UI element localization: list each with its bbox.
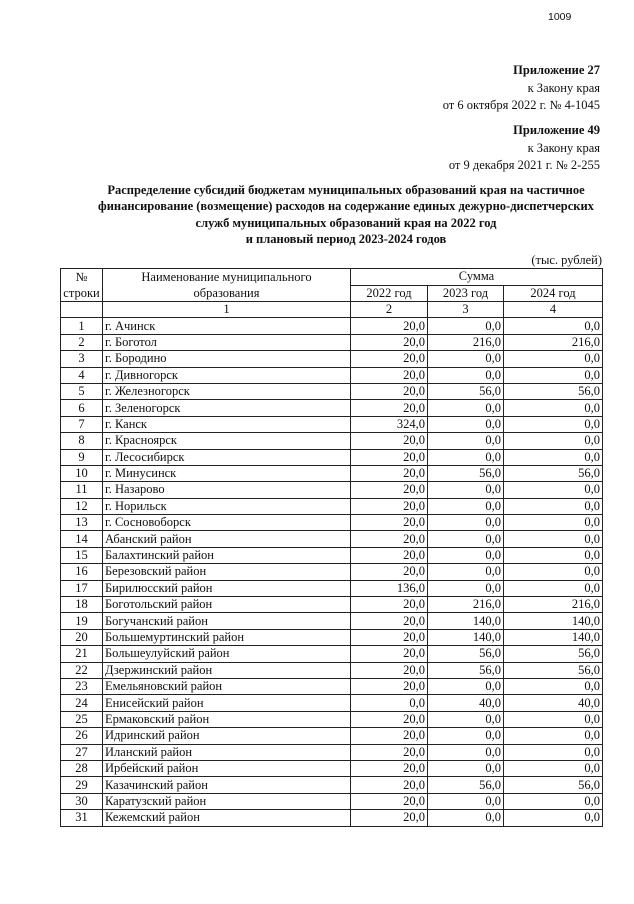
table-row [61,400,603,416]
amount-2024: 216,0 [504,597,603,613]
appendix-line: от 9 декабря 2021 г. № 2-255 [448,158,600,172]
amount-2023: 0,0 [428,711,504,727]
table-row [61,580,603,596]
amount-2022: 20,0 [351,482,428,498]
amount-2022: 20,0 [351,449,428,465]
amount-2023: 0,0 [428,400,504,416]
municipality-name: г. Лесосибирск [103,449,351,465]
row-number: 17 [61,580,103,596]
amount-2024: 140,0 [504,629,603,645]
title-line: Распределение субсидий бюджетам муниципальных образований края на частичное [107,183,585,197]
table-row [61,383,603,399]
amount-2024: 56,0 [504,383,603,399]
amount-2024: 56,0 [504,777,603,793]
amount-2023: 0,0 [428,515,504,531]
col-number: 4 [504,302,603,318]
amount-2023: 0,0 [428,482,504,498]
amount-2023: 56,0 [428,465,504,481]
amount-2022: 20,0 [351,531,428,547]
table-row [61,416,603,432]
row-number: 16 [61,564,103,580]
row-number: 22 [61,662,103,678]
table-row [61,498,603,514]
appendix-27 [443,62,600,115]
municipality-name: Абанский район [103,531,351,547]
municipality-name: г. Сосновоборск [103,515,351,531]
amount-2024: 56,0 [504,662,603,678]
municipality-name: Казачинский район [103,777,351,793]
row-number: 14 [61,531,103,547]
col-number: 3 [428,302,504,318]
amount-2022: 20,0 [351,465,428,481]
table-row [61,777,603,793]
amount-2022: 20,0 [351,711,428,727]
row-number: 8 [61,433,103,449]
amount-2022: 20,0 [351,351,428,367]
row-number: 25 [61,711,103,727]
amount-2022: 20,0 [351,383,428,399]
row-number: 19 [61,613,103,629]
municipality-name: г. Красноярск [103,433,351,449]
amount-2022: 20,0 [351,793,428,809]
amount-2024: 216,0 [504,334,603,350]
amount-2022: 136,0 [351,580,428,596]
amount-2024: 0,0 [504,580,603,596]
amount-2023: 0,0 [428,793,504,809]
header-name: Наименование муниципального образования [103,269,351,302]
table-row [61,662,603,678]
table-row [61,793,603,809]
table-row [61,482,603,498]
row-number: 15 [61,547,103,563]
table-row [61,433,603,449]
row-number: 26 [61,728,103,744]
amount-2023: 140,0 [428,613,504,629]
table-row [61,728,603,744]
amount-2024: 0,0 [504,810,603,826]
amount-2022: 20,0 [351,367,428,383]
municipality-name: Дзержинский район [103,662,351,678]
row-number: 24 [61,695,103,711]
row-number: 7 [61,416,103,432]
municipality-name: Большеулуйский район [103,646,351,662]
appendix-line: к Закону края [527,140,600,155]
table-row [61,515,603,531]
table-row [61,367,603,383]
page-number: 1009 [548,11,572,23]
amount-2022: 20,0 [351,433,428,449]
amount-2022: 20,0 [351,613,428,629]
amount-2023: 0,0 [428,547,504,563]
amount-2024: 0,0 [504,482,603,498]
header-2022: 2022 год [351,285,428,302]
amount-2024: 0,0 [504,744,603,760]
amount-2022: 20,0 [351,547,428,563]
municipality-name: Большемуртинский район [103,629,351,645]
amount-2022: 20,0 [351,334,428,350]
amount-2023: 0,0 [428,449,504,465]
col-number: 2 [351,302,428,318]
amount-2023: 0,0 [428,760,504,776]
amount-2023: 0,0 [428,433,504,449]
amount-2024: 0,0 [504,564,603,580]
title-line: служб муниципальных образований края на 2022 год [195,215,497,230]
municipality-name: г. Норильск [103,498,351,514]
municipality-name: Ирбейский район [103,760,351,776]
col-number: 1 [103,302,351,318]
row-number: 11 [61,482,103,498]
row-number: 9 [61,449,103,465]
amount-2023: 56,0 [428,383,504,399]
table-row [61,810,603,826]
amount-2024: 0,0 [504,433,603,449]
amount-2022: 0,0 [351,695,428,711]
amount-2024: 0,0 [504,547,603,563]
amount-2024: 40,0 [504,695,603,711]
municipality-name: Бирилюсский район [103,580,351,596]
municipality-name: Балахтинский район [103,547,351,563]
municipality-name: Богучанский район [103,613,351,629]
table-row [61,547,603,563]
row-number: 2 [61,334,103,350]
header-num: № строки [61,269,103,302]
amount-2024: 0,0 [504,367,603,383]
header-2023: 2023 год [428,285,504,302]
amount-2022: 20,0 [351,662,428,678]
amount-2023: 0,0 [428,498,504,514]
amount-2022: 324,0 [351,416,428,432]
col-number-blank [61,302,103,318]
municipality-name: Березовский район [103,564,351,580]
municipality-name: Емельяновский район [103,678,351,694]
amount-2023: 0,0 [428,564,504,580]
amount-2023: 216,0 [428,334,504,350]
amount-2024: 0,0 [504,728,603,744]
amount-2024: 0,0 [504,498,603,514]
amount-2024: 56,0 [504,465,603,481]
row-number: 29 [61,777,103,793]
row-number: 1 [61,318,103,334]
table-row [61,334,603,350]
table-row [61,449,603,465]
amount-2023: 140,0 [428,629,504,645]
amount-2024: 0,0 [504,449,603,465]
units-label: (тыс. рублей) [531,253,602,267]
amount-2022: 20,0 [351,744,428,760]
row-number: 21 [61,646,103,662]
amount-2024: 0,0 [504,678,603,694]
amount-2022: 20,0 [351,678,428,694]
row-number: 18 [61,597,103,613]
table-row [61,646,603,662]
municipality-name: г. Железногорск [103,383,351,399]
municipality-name: Иланский район [103,744,351,760]
table-row [61,531,603,547]
appendix-title: Приложение 27 [513,63,600,77]
amount-2023: 56,0 [428,662,504,678]
amount-2024: 0,0 [504,351,603,367]
row-number: 28 [61,760,103,776]
table-row [61,351,603,367]
amount-2023: 0,0 [428,678,504,694]
amount-2024: 0,0 [504,400,603,416]
appendix-title: Приложение 49 [513,123,600,137]
row-number: 3 [61,351,103,367]
municipality-name: Каратузский район [103,793,351,809]
table-row [61,760,603,776]
amount-2024: 0,0 [504,531,603,547]
row-number: 4 [61,367,103,383]
municipality-name: Боготольский район [103,597,351,613]
amount-2022: 20,0 [351,760,428,776]
header-2024: 2024 год [504,285,603,302]
row-number: 27 [61,744,103,760]
amount-2022: 20,0 [351,629,428,645]
subsidy-table [60,268,603,827]
amount-2023: 0,0 [428,416,504,432]
municipality-name: г. Минусинск [103,465,351,481]
amount-2024: 140,0 [504,613,603,629]
amount-2023: 40,0 [428,695,504,711]
amount-2024: 0,0 [504,515,603,531]
amount-2023: 0,0 [428,728,504,744]
amount-2024: 0,0 [504,711,603,727]
table-row [61,695,603,711]
amount-2022: 20,0 [351,564,428,580]
amount-2022: 20,0 [351,515,428,531]
amount-2022: 20,0 [351,597,428,613]
table-row [61,678,603,694]
amount-2022: 20,0 [351,777,428,793]
row-number: 12 [61,498,103,514]
municipality-name: г. Боготол [103,334,351,350]
row-number: 5 [61,383,103,399]
amount-2023: 0,0 [428,367,504,383]
row-number: 6 [61,400,103,416]
row-number: 30 [61,793,103,809]
title-line: финансирование (возмещение) расходов на содержание единых дежурно-диспетчерских [98,199,594,214]
amount-2022: 20,0 [351,318,428,334]
appendix-line: к Закону края [527,80,600,95]
row-number: 20 [61,629,103,645]
amount-2023: 0,0 [428,810,504,826]
appendix-line: от 6 октября 2022 г. № 4-1045 [442,98,600,112]
table-row [61,564,603,580]
table-row [61,597,603,613]
amount-2023: 0,0 [428,531,504,547]
title-line: и плановый период 2023-2024 годов [245,231,447,246]
header-sum: Сумма [351,269,603,286]
amount-2023: 56,0 [428,777,504,793]
table-row [61,465,603,481]
amount-2022: 20,0 [351,400,428,416]
municipality-name: г. Зеленогорск [103,400,351,416]
municipality-name: г. Ачинск [103,318,351,334]
amount-2022: 20,0 [351,810,428,826]
row-number: 13 [61,515,103,531]
amount-2022: 20,0 [351,728,428,744]
municipality-name: г. Назарово [103,482,351,498]
amount-2023: 0,0 [428,580,504,596]
table-row [61,613,603,629]
amount-2024: 56,0 [504,646,603,662]
municipality-name: г. Дивногорск [103,367,351,383]
row-number: 31 [61,810,103,826]
municipality-name: г. Бородино [103,351,351,367]
municipality-name: Ермаковский район [103,711,351,727]
amount-2023: 216,0 [428,597,504,613]
amount-2022: 20,0 [351,646,428,662]
amount-2023: 0,0 [428,351,504,367]
amount-2024: 0,0 [504,416,603,432]
row-number: 10 [61,465,103,481]
table-row [61,744,603,760]
amount-2023: 56,0 [428,646,504,662]
amount-2023: 0,0 [428,318,504,334]
municipality-name: г. Канск [103,416,351,432]
amount-2024: 0,0 [504,760,603,776]
table-row [61,711,603,727]
amount-2024: 0,0 [504,318,603,334]
amount-2022: 20,0 [351,498,428,514]
amount-2023: 0,0 [428,744,504,760]
appendix-49 [449,122,600,175]
municipality-name: Идринский район [103,728,351,744]
table-row [61,629,603,645]
municipality-name: Енисейский район [103,695,351,711]
amount-2024: 0,0 [504,793,603,809]
row-number: 23 [61,678,103,694]
document-title [60,182,632,247]
municipality-name: Кежемский район [103,810,351,826]
table-row [61,318,603,334]
